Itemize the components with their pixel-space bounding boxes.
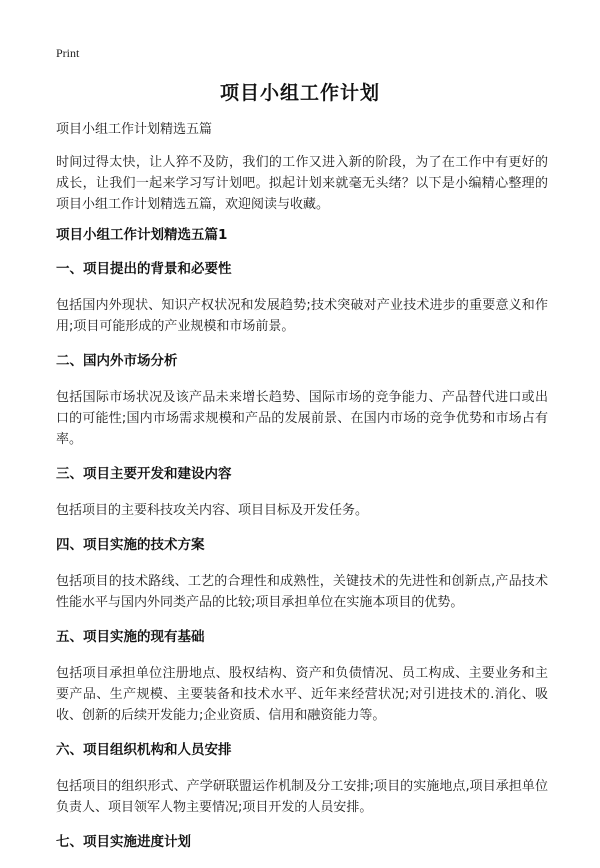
section-body: 包括项目的技术路线、工艺的合理性和成熟性，关键技术的先进性和创新点,产品技术性能水平与国内外同类产品的比较;项目承担单位在实施本项目的优势。	[56, 574, 548, 610]
document-body	[56, 120, 548, 868]
section-heading: 四、项目实施的技术方案	[56, 537, 205, 553]
section-block	[56, 259, 548, 337]
page-title: 项目小组工作计划	[219, 82, 380, 104]
section-heading: 五、项目实施的现有基础	[56, 629, 205, 645]
section-body: 包括项目的组织形式、产学研联盟运作机制及分工安排;项目的实施地点,项目承担单位负责人、项目领军人物主要情况;项目开发的人员安排。	[56, 779, 548, 815]
section-body: 包括项目承担单位注册地点、股权结构、资产和负债情况、员工构成、主要业务和主要产品、生产规模、主要装备和技术水平、近年来经营状况;对引进技术的.消化、吸收、创新的后续开发能力;企业资质、信用和融资能力等。	[56, 666, 548, 723]
section-block	[56, 627, 548, 726]
section-block	[56, 464, 548, 521]
section-heading: 二、国内外市场分析	[56, 353, 178, 369]
section-body: 包括国内外现状、知识产权状况和发展趋势;技术突破对产业技术进步的重要意义和作用;项目可能形成的产业规模和市场前景。	[56, 298, 548, 334]
section-body: 包括项目的主要科技攻关内容、项目目标及开发任务。	[56, 503, 369, 518]
section-heading: 三、项目主要开发和建设内容	[56, 466, 232, 482]
section-heading: 七、项目实施进度计划	[56, 834, 191, 850]
intro-paragraph: 时间过得太快，让人猝不及防，我们的工作又进入新的阶段，为了在工作中有更好的成长，让我们一起来学习写计划吧。拟起计划来就毫无头绪？以下是小编精心整理的项目小组工作计划精选五篇，欢迎阅读与收藏。	[56, 155, 548, 212]
section-heading: 一、项目提出的背景和必要性	[56, 261, 232, 277]
section-block	[56, 535, 548, 613]
print-label: Print	[56, 46, 80, 60]
section-body: 包括国际市场状况及该产品未来增长趋势、国际市场的竞争能力、产品替代进口或出口的可能性;国内市场需求规模和产品的发展前景、在国内市场的竞争优势和市场占有率。	[56, 390, 548, 447]
section-block	[56, 740, 548, 818]
section-block	[56, 832, 548, 852]
part-heading: 项目小组工作计划精选五篇1	[56, 227, 228, 243]
document-subtitle: 项目小组工作计划精选五篇	[56, 122, 213, 137]
section-heading: 六、项目组织机构和人员安排	[56, 742, 232, 758]
section-block	[56, 351, 548, 450]
